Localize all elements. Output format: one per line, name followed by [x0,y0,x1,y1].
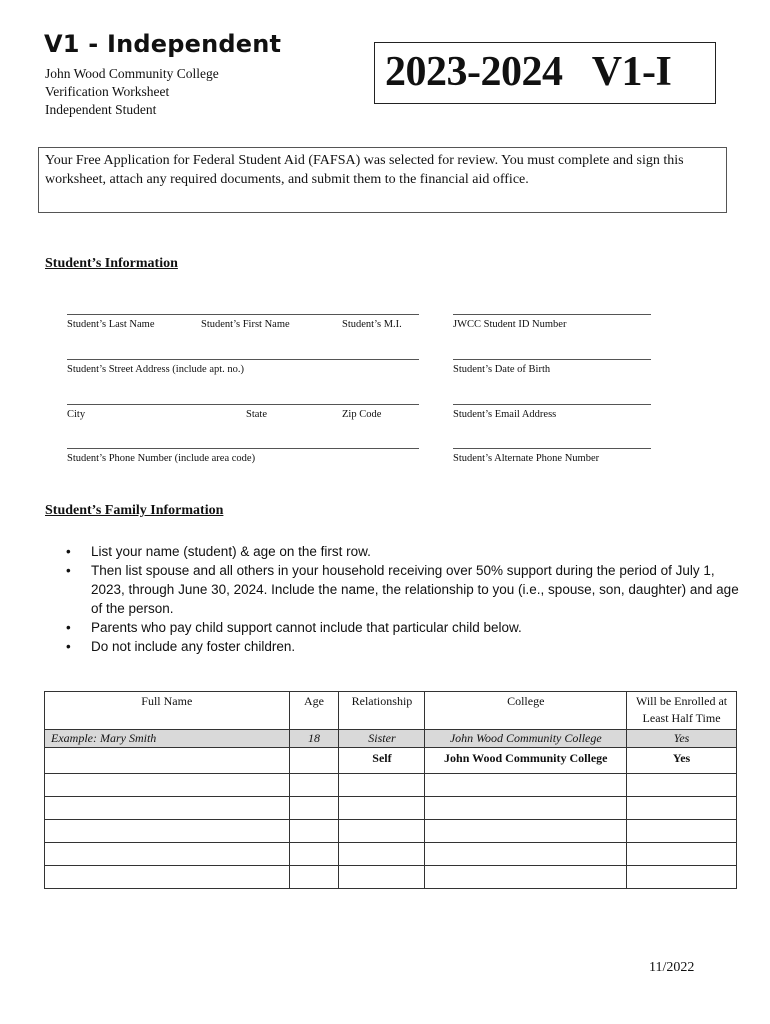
example-row [45,730,737,748]
col-age: Age [289,692,339,730]
phone-label: Student’s Phone Number (include area code) [67,453,256,464]
name-cell[interactable] [45,774,290,797]
list-item: • Then list spouse and all others in your household receiving over 50% support during the period of July 1, 2023, through June 30, 2024. Include the name, the relationship to you (i.e., spouse, son, daughter) and age of the person. [66,563,739,616]
email-label: Student’s Email Address [453,409,557,420]
student-info-heading: Student’s Information [45,256,178,271]
dob-line[interactable] [453,359,651,360]
year-code-box [374,42,716,104]
state-label: State [246,409,267,420]
half-time-cell[interactable] [627,843,737,866]
table-row [45,843,737,866]
zip-label: Zip Code [342,409,382,420]
name-line[interactable] [67,314,419,315]
table-header-row [45,692,737,730]
instructions-list [66,542,746,656]
age-cell[interactable] [289,866,339,889]
example-relationship: Sister [339,730,425,748]
page-title: V1 - Independent [44,30,282,58]
email-line[interactable] [453,404,651,405]
bullet-icon: • [66,563,71,578]
form-name: Verification Worksheet [45,84,170,99]
student-id-label: JWCC Student ID Number [453,319,567,330]
list-item: • List your name (student) & age on the first row. [66,544,371,559]
list-item: • Parents who pay child support cannot include that particular child below. [66,620,522,635]
col-full-name: Full Name [45,692,290,730]
name-cell[interactable] [45,866,290,889]
student-type: Independent Student [45,102,157,117]
relationship-cell[interactable] [339,820,425,843]
alt-phone-line[interactable] [453,448,651,449]
street-address-line[interactable] [67,359,419,360]
list-item: • Do not include any foster children. [66,639,296,654]
alt-phone-label: Student’s Alternate Phone Number [453,453,600,464]
table-row [45,774,737,797]
name-cell[interactable] [45,843,290,866]
self-relationship: Self [339,748,425,774]
college-name: John Wood Community College [45,66,219,81]
example-age: 18 [289,730,339,748]
self-college: John Wood Community College [425,748,627,774]
col-college: College [425,692,627,730]
age-cell[interactable] [289,843,339,866]
mi-label: Student’s M.I. [342,319,402,330]
half-time-cell[interactable] [627,774,737,797]
bullet-icon: • [66,620,71,635]
first-name-label: Student’s First Name [201,319,290,330]
notice-box: Your Free Application for Federal Student Aid (FAFSA) was selected for review. You must complete and sign this worksheet, attach any required documents, and submit them to the financial aid office. [38,147,727,213]
relationship-cell[interactable] [339,797,425,820]
example-name: Example: Mary Smith [45,730,290,748]
college-cell[interactable] [425,797,627,820]
name-cell[interactable] [45,797,290,820]
half-time-cell[interactable] [627,866,737,889]
age-cell[interactable] [289,797,339,820]
relationship-cell[interactable] [339,843,425,866]
table-row [45,866,737,889]
household-table [44,691,737,889]
self-half-time: Yes [627,748,737,774]
city-label: City [67,409,86,420]
age-cell[interactable] [289,774,339,797]
bullet-icon: • [66,544,71,559]
last-name-label: Student’s Last Name [67,319,155,330]
col-relationship: Relationship [339,692,425,730]
relationship-cell[interactable] [339,866,425,889]
revision-date: 11/2022 [649,960,695,975]
half-time-cell[interactable] [627,797,737,820]
self-name-cell[interactable] [45,748,290,774]
college-cell[interactable] [425,866,627,889]
city-state-zip-line[interactable] [67,404,419,405]
half-time-cell[interactable] [627,820,737,843]
dob-label: Student’s Date of Birth [453,364,551,375]
age-cell[interactable] [289,820,339,843]
table-row [45,797,737,820]
year-code: 2023-2024 V1-I [385,49,672,95]
college-cell[interactable] [425,774,627,797]
example-college: John Wood Community College [425,730,627,748]
street-address-label: Student’s Street Address (include apt. no.) [67,364,245,375]
bullet-icon: • [66,639,71,654]
college-cell[interactable] [425,843,627,866]
table-row [45,820,737,843]
self-row [45,748,737,774]
example-half-time: Yes [627,730,737,748]
student-id-line[interactable] [453,314,651,315]
col-half-time: Will be Enrolled at Least Half Time [627,692,737,730]
college-cell[interactable] [425,820,627,843]
phone-line[interactable] [67,448,419,449]
relationship-cell[interactable] [339,774,425,797]
self-age-cell[interactable] [289,748,339,774]
name-cell[interactable] [45,820,290,843]
family-info-heading: Student’s Family Information [45,503,224,518]
